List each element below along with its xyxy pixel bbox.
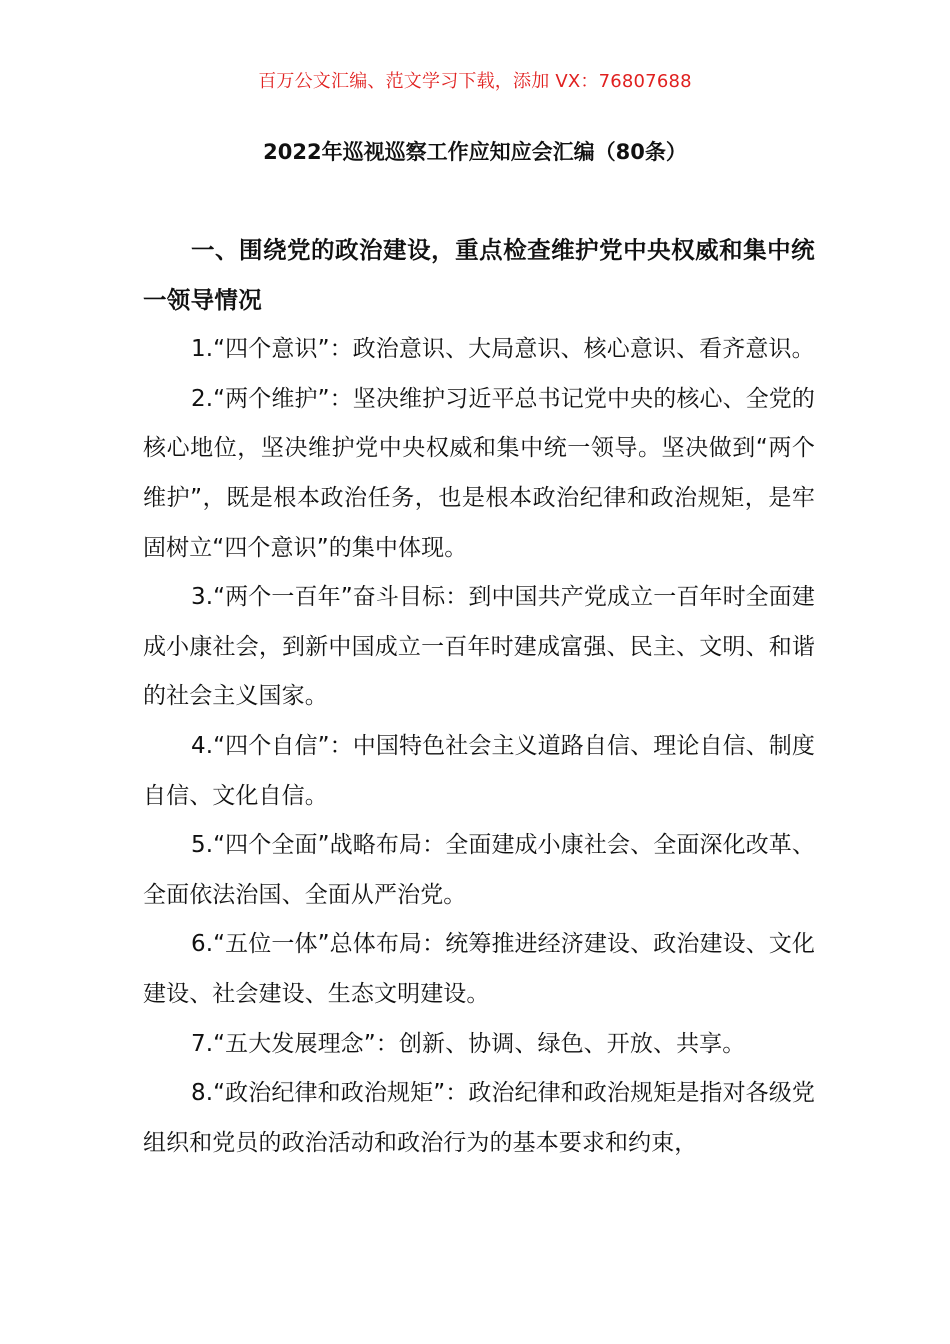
item-number: 2. bbox=[191, 385, 214, 412]
item-text: “四个意识”：政治意识、大局意识、核心意识、看齐意识。 bbox=[213, 336, 815, 363]
list-item-7 bbox=[143, 1020, 815, 1070]
list-item-2 bbox=[143, 375, 815, 573]
item-text: “政治纪律和政治规矩”：政治纪律和政治规矩是指对各级党组织和党员的政治活动和政治行为的基本要求和约束， bbox=[143, 1080, 815, 1156]
item-text: “两个一百年”奋斗目标：到中国共产党成立一百年时全面建成小康社会，到新中国成立一百年时建成富强、民主、文明、和谐的社会主义国家。 bbox=[143, 584, 815, 710]
section-heading: 一、围绕党的政治建设，重点检查维护党中央权威和集中统一领导情况 bbox=[143, 236, 815, 314]
watermark-banner: 百万公文汇编、范文学习下载，添加 VX：76807688 bbox=[258, 71, 692, 92]
item-text: “五大发展理念”：创新、协调、绿色、开放、共享。 bbox=[213, 1030, 746, 1057]
document-title: 2022年巡视巡察工作应知应会汇编（80条） bbox=[263, 140, 687, 164]
item-number: 3. bbox=[191, 584, 214, 611]
list-item-3 bbox=[143, 573, 815, 722]
item-text: “五位一体”总体布局：统筹推进经济建设、政治建设、文化建设、社会建设、生态文明建设。 bbox=[143, 931, 815, 1007]
item-number: 7. bbox=[191, 1030, 214, 1057]
list-item-8 bbox=[143, 1069, 815, 1168]
item-number: 8. bbox=[191, 1080, 214, 1107]
list-item-6 bbox=[143, 920, 815, 1019]
item-text: “四个自信”：中国特色社会主义道路自信、理论自信、制度自信、文化自信。 bbox=[143, 732, 815, 809]
list-item-5 bbox=[143, 821, 815, 920]
list-item-4 bbox=[143, 722, 815, 821]
item-text: “两个维护”：坚决维护习近平总书记党中央的核心、全党的核心地位，坚决维护党中央权威和集中统一领导。坚决做到“两个维护”，既是根本政治任务，也是根本政治纪律和政治规矩，是牢固树立“四个意识”的集中体现。 bbox=[143, 385, 815, 561]
item-number: 4. bbox=[191, 732, 214, 759]
document-body bbox=[143, 226, 815, 1168]
item-number: 1. bbox=[191, 336, 214, 363]
item-text: “四个全面”战略布局：全面建成小康社会、全面深化改革、全面依法治国、全面从严治党。 bbox=[143, 832, 815, 908]
list-item-1 bbox=[143, 325, 815, 375]
item-number: 5. bbox=[191, 832, 214, 859]
item-number: 6. bbox=[191, 931, 214, 958]
